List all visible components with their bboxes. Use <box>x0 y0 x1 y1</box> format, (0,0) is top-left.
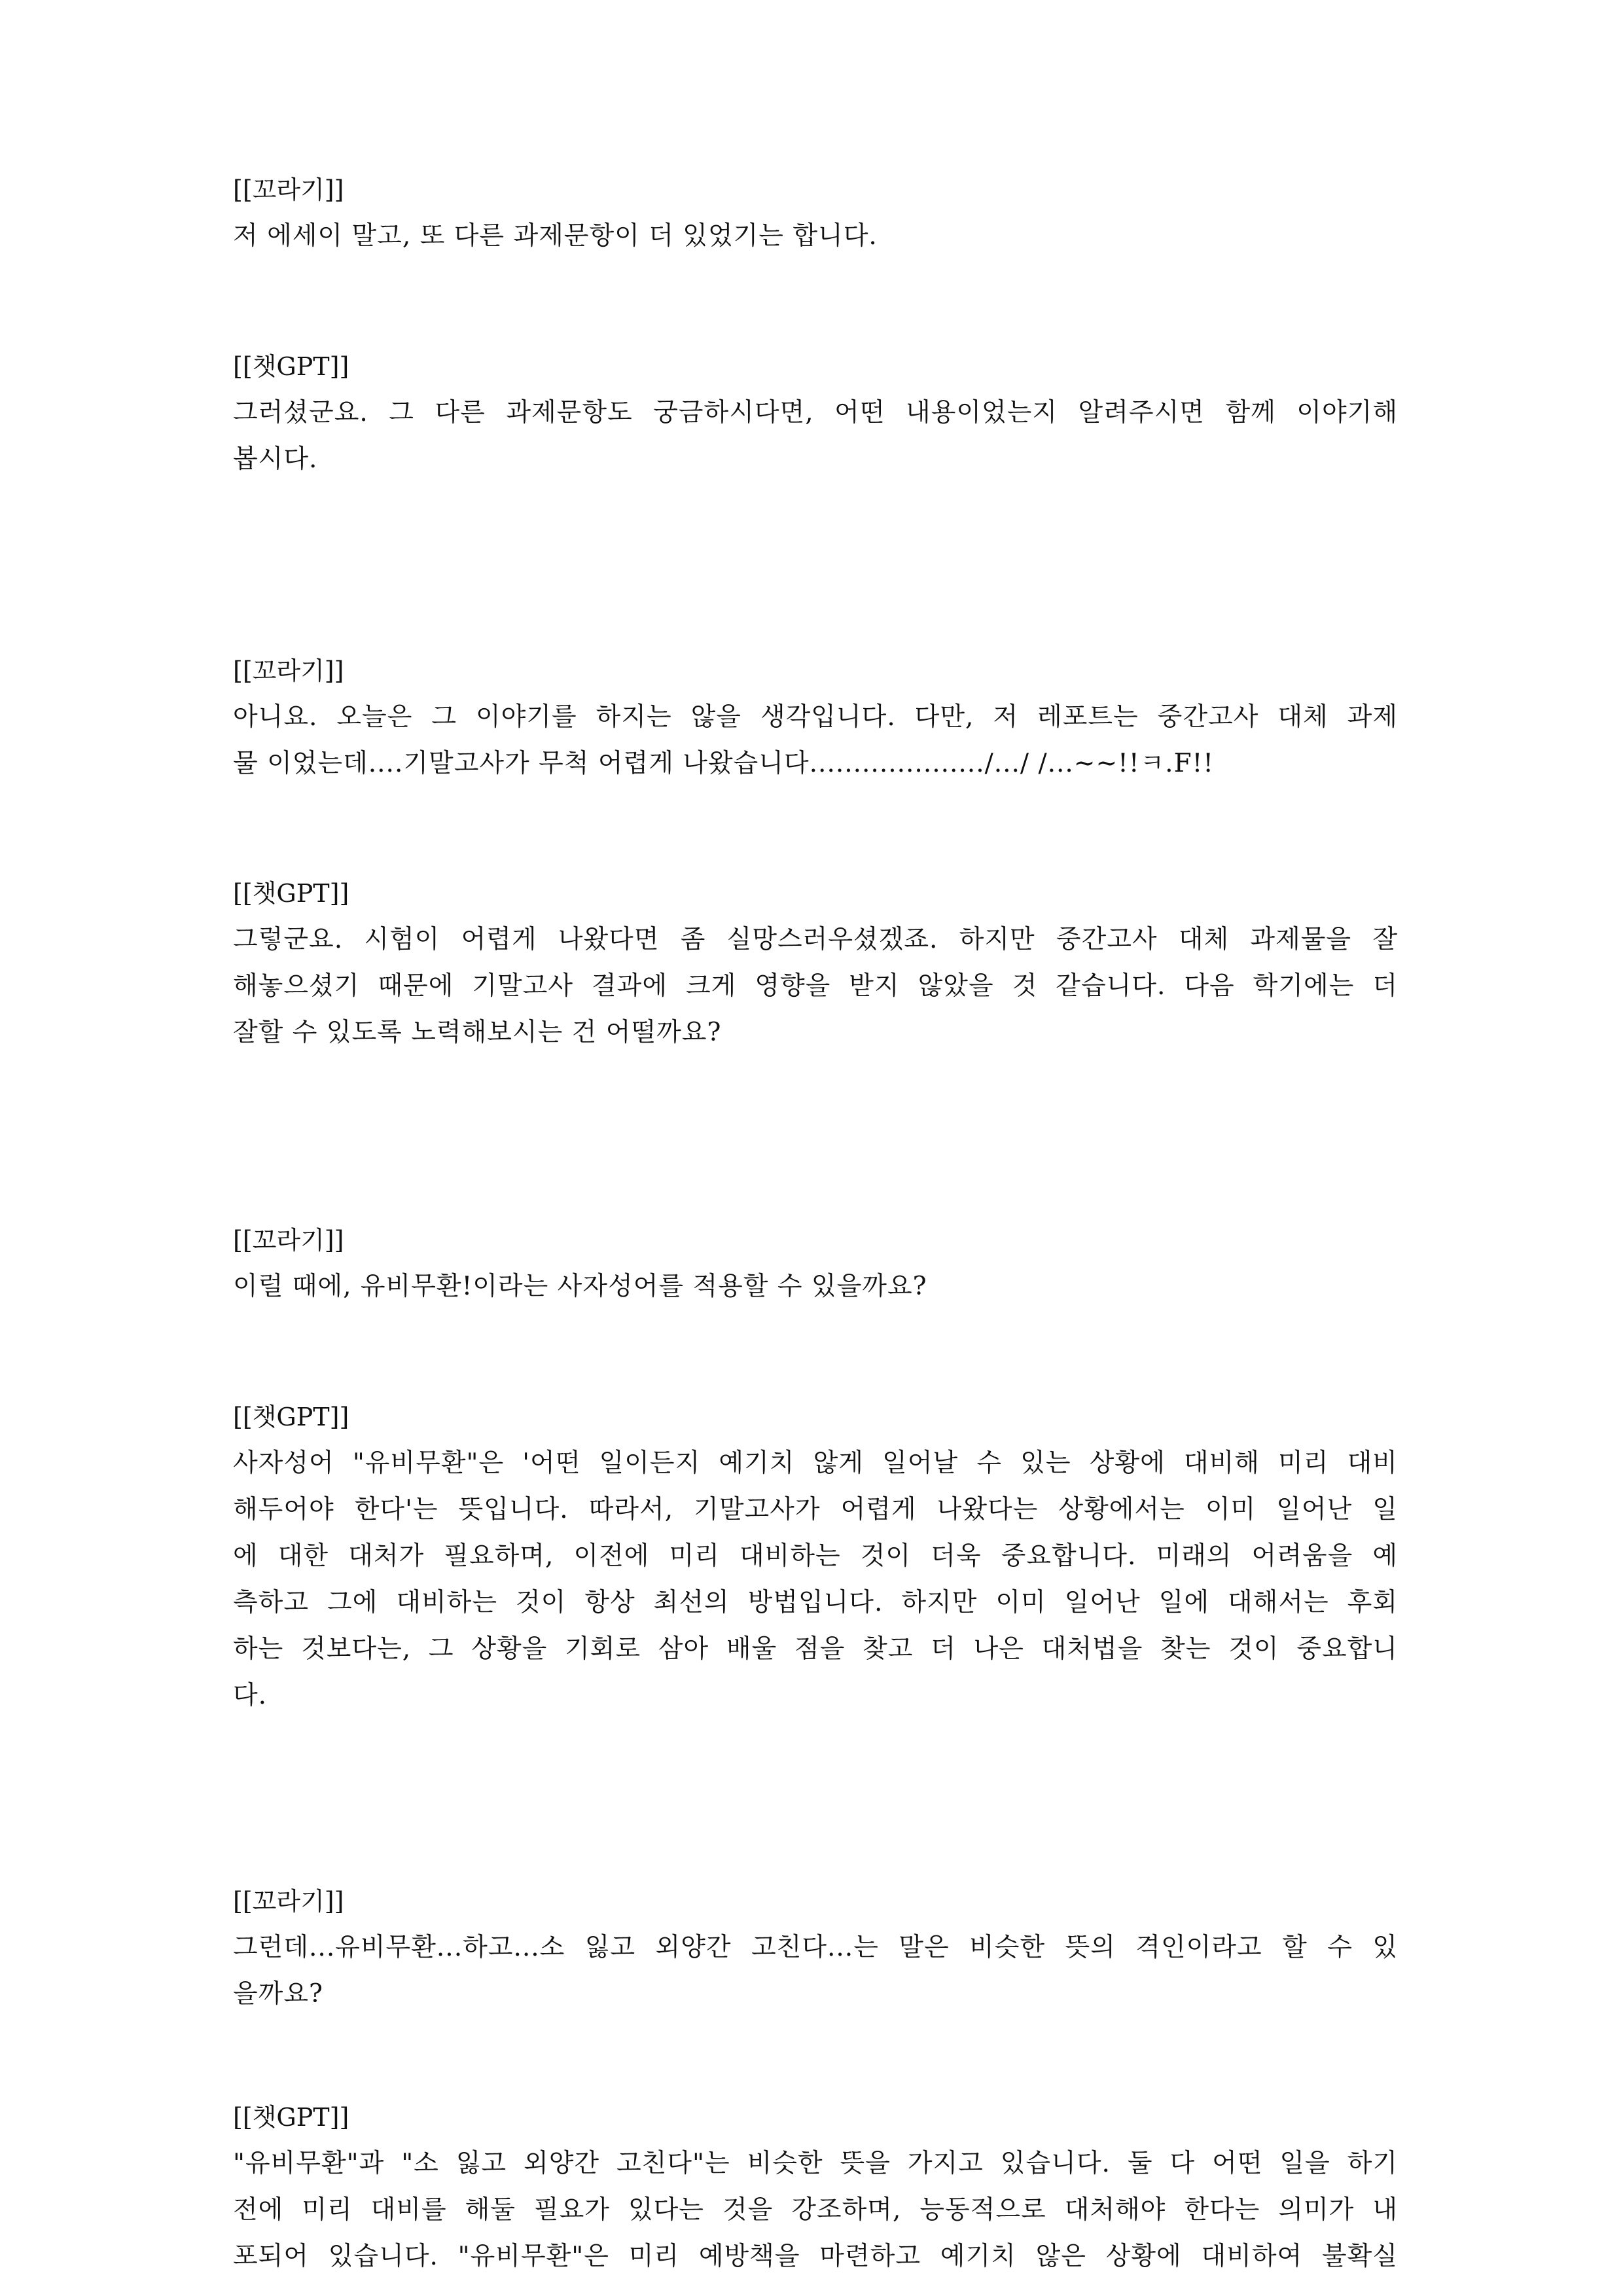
speaker-label: [[챗GPT]] <box>233 879 349 908</box>
message-line: 측하고 그에 대비하는 것이 항상 최선의 방법입니다. 하지만 이미 일어난 일에 대해서는 후회 <box>233 1588 1398 1617</box>
speaker-label: [[챗GPT]] <box>233 2103 349 2132</box>
message-assistant <box>233 344 1398 482</box>
message-line: 봅시다. <box>233 444 318 474</box>
message-line: 포되어 있습니다. "유비무환"은 미리 예방책을 마련하고 예기치 않은 상황에 대비하여 불확실 <box>233 2242 1398 2271</box>
message-line: 그러셨군요. 그 다른 과제문항도 궁금하시다면, 어떤 내용이었는지 알려주시면 함께 이야기해 <box>233 398 1398 427</box>
message-user <box>233 648 1398 787</box>
message-line: 저 에세이 말고, 또 다른 과제문항이 더 있었기는 합니다. <box>233 221 878 251</box>
message-line: 을까요? <box>233 1979 323 2009</box>
message-user <box>233 1217 1398 1310</box>
message-line: 그렇군요. 시험이 어렵게 나왔다면 좀 실망스러우셨겠죠. 하지만 중간고사 대체 과제물을 잘 <box>233 925 1398 954</box>
message-assistant <box>233 2094 1398 2280</box>
message-assistant <box>233 1394 1398 1719</box>
message-line: 하는 것보다는, 그 상황을 기회로 삼아 배울 점을 찾고 더 나은 대처법을 찾는 것이 중요합니 <box>233 1634 1398 1664</box>
message-line: 다. <box>233 1681 268 1710</box>
message-line: 해두어야 한다'는 뜻입니다. 따라서, 기말고사가 어렵게 나왔다는 상황에서는 이미 일어난 일 <box>233 1495 1398 1524</box>
speaker-label: [[챗GPT]] <box>233 1403 349 1431</box>
message-line: 그런데...유비무환...하고...소 잃고 외양간 고친다...는 말은 비슷한 뜻의 격인이라고 할 수 있 <box>233 1933 1398 1962</box>
speaker-label: [[꼬라기]] <box>233 1887 344 1916</box>
message-line: 이럴 때에, 유비무환!이라는 사자성어를 적용할 수 있을까요? <box>233 1272 927 1301</box>
message-line: 아니요. 오늘은 그 이야기를 하지는 않을 생각입니다. 다만, 저 레포트는 중간고사 대체 과제 <box>233 702 1398 732</box>
message-line: 물 이었는데....기말고사가 무척 어렵게 나왔습니다..................../.../ /...~~!!ㅋ.F!! <box>233 749 1214 778</box>
message-assistant <box>233 870 1398 1056</box>
speaker-label: [[꼬라기]] <box>233 656 344 685</box>
message-line: 전에 미리 대비를 해둘 필요가 있다는 것을 강조하며, 능동적으로 대처해야 한다는 의미가 내 <box>233 2195 1398 2225</box>
message-user <box>233 1878 1398 2017</box>
message-line: 해놓으셨기 때문에 기말고사 결과에 크게 영향을 받지 않았을 것 같습니다. 다음 학기에는 더 <box>233 971 1398 1001</box>
message-line: 사자성어 "유비무환"은 '어떤 일이든지 예기치 않게 일어날 수 있는 상황에 대비해 미리 대비 <box>233 1448 1398 1478</box>
message-user <box>233 167 1398 259</box>
message-line: 에 대한 대처가 필요하며, 이전에 미리 대비하는 것이 더욱 중요합니다. 미래의 어려움을 예 <box>233 1541 1398 1571</box>
speaker-label: [[꼬라기]] <box>233 1226 344 1255</box>
message-line: 잘할 수 있도록 노력해보시는 건 어떨까요? <box>233 1018 722 1047</box>
speaker-label: [[챗GPT]] <box>233 352 349 381</box>
message-line: "유비무환"과 "소 잃고 외양간 고친다"는 비슷한 뜻을 가지고 있습니다. 둘 다 어떤 일을 하기 <box>233 2149 1398 2178</box>
speaker-label: [[꼬라기]] <box>233 175 344 204</box>
